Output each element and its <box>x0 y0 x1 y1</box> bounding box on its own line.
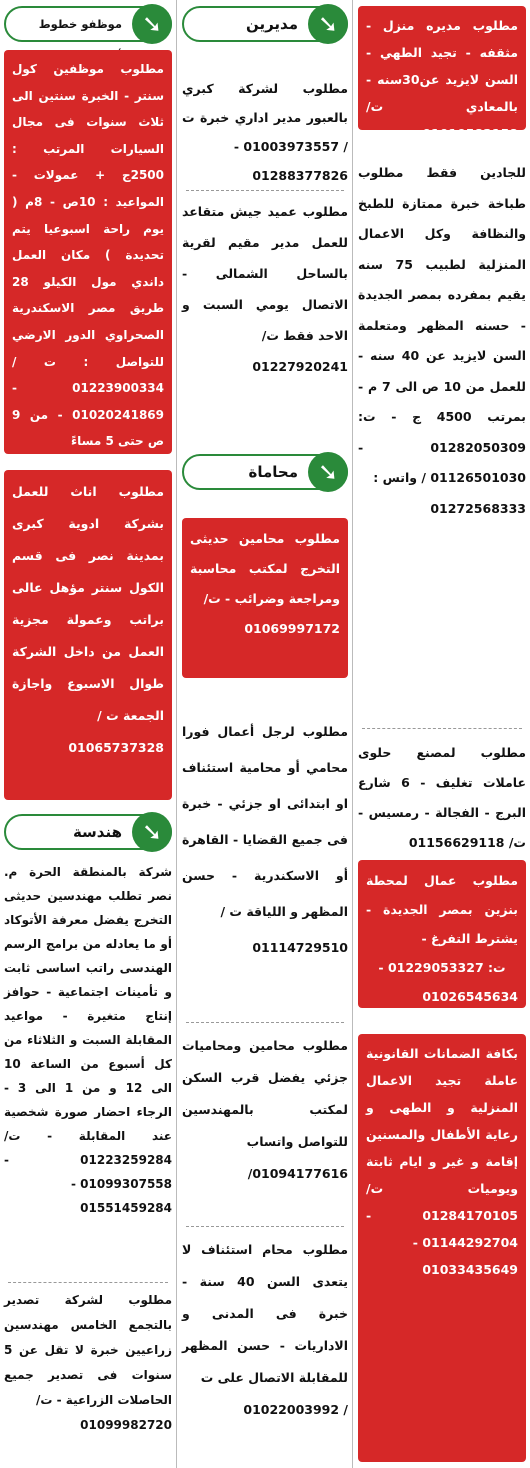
ad-army-manager: مطلوب عميد جيش متقاعد للعمل مدير مقيم لقرية بالساحل الشمالى - الاتصال يومي السبت و الاحد فقط ت/ 01227920241 <box>182 204 348 374</box>
column-divider <box>352 0 353 1468</box>
ad-lawyers-mohandessin: مطلوب محامين ومحاميات جزئي يفضل قرب السكن لمكتب بالمهندسين للتواصل واتساب 01094177616/ <box>182 1038 348 1181</box>
arrow-icon: ➘ <box>308 4 348 44</box>
arrow-icon: ➘ <box>132 4 172 44</box>
ad-agri-engineers: مطلوب لشركة تصدير بالتجمع الخامس مهندسين زراعيين خبرة لا تقل عن 5 سنوات فى تصدير جميع الحاصلات الزراعية - ت/ 01099982720 <box>4 1293 172 1432</box>
ad-house-manager: مطلوب مديره منزل - مثقفه - تجيد الطهي - السن لايزيد عن30سنه - بالمعادي ت/ 01010582158 <box>358 6 526 130</box>
ad-sweets-factory: مطلوب لمصنع حلوى عاملات تغليف - 6 شارع البرج - الفجالة - رمسيس - ت/ 01156629118 <box>358 745 527 850</box>
section-header-lawyers: ➘ محاماة <box>182 454 348 490</box>
ad-business-lawyer: مطلوب لرجل أعمال فورا محامي أو محامية استئناف او ابتدائى او جزئي - خبرة فى جميع القضايا - القاهرة أو الاسكندرية - حسن المظهر و اللياقة ت / 01114729510 <box>182 724 348 955</box>
ad-cook: للجادين فقط مطلوب طباخة خبرة ممتازة للطبخ والنظافة وكل الاعمال المنزلية لطبيب 75 سنه يقيم بمفرده بمصر الجديدة - حسنه المظهر ومتعلمة السن لايزيد عن 40 سنه - للعمل من 10 ص الى 7 م - بمرتب 4500 ج - ت: 01282050309 - 01126501030 / واتس : 01272568333 <box>358 165 527 516</box>
ad-admin-manager: مطلوب لشركة كبري بالعبور مدير اداري خبرة ت / 01003973557 - 01288377826 <box>182 81 348 183</box>
section-header-engineering: ➘ هندسة <box>4 814 172 850</box>
ad-separator <box>186 1022 344 1023</box>
ad-appeal-lawyer: مطلوب محام استئناف لا يتعدى السن 40 سنة - خبرة فى المدنى و الاداريات - حسن المظهر للمقابلة الاتصال على ت / 01022003992 <box>182 1242 348 1417</box>
arrow-icon: ➘ <box>132 812 172 852</box>
ad-pharma-call-center: مطلوب اناث للعمل بشركة ادوية كبرى بمدينة نصر فى قسم الكول سنتر مؤهل عالى براتب وعمولة مجزية العمل من داخل الشركة طوال الاسبوع واجازة الجمعة ت / 01065737328 <box>4 470 172 800</box>
arrow-icon: ➘ <box>308 452 348 492</box>
column-middle <box>178 0 352 1468</box>
ad-separator <box>362 728 522 729</box>
ad-accounting-lawyers: مطلوب محامين حديثى التخرج لمكتب محاسبة ومراجعة وضرائب - ت/ 01069997172 <box>182 518 348 678</box>
ad-separator <box>186 1226 344 1227</box>
column-divider <box>176 0 177 1468</box>
ad-call-center-cars: مطلوب موظفين كول سنتر - الخبرة سنتين الى ثلاث سنوات فى مجال السيارات المرتب : 2500ج + عمولات - المواعيد : 10ص - 8م ( يوم راحة اسبوعيا يتم تحديدة ) مكان العمل داندي مول الكيلو 28 طريق مصر الاسكندرية الصحراوي الدور الارضي للتواصل : ت / 01223900334 - 01020241869 - من 9 ص حتى 5 مساءً <box>4 50 172 454</box>
ad-gas-station: مطلوب عمال لمحطة بنزين بمصر الجديدة - يشترط التفرغ - ت: 01229053327 - 01026545634 <box>358 860 526 1008</box>
ad-domestic-worker: بكافة الضمانات القانونية عاملة تجيد الاعمال المنزلية و الطهى و رعاية الأطفال والمسنين إقامة و غير و ايام ثابتة ويوميات ت/ 01284170105 - 01144292704 - 01033435649 <box>358 1034 526 1462</box>
ad-separator <box>186 190 344 191</box>
column-left <box>0 0 176 1468</box>
column-right <box>354 0 530 1468</box>
ad-engineers-free-zone: شركة بالمنطقة الحرة م. نصر تطلب مهندسين حديثى التخرج يفضل معرفة الأتوكاد أو ما يعادله من برامج الرسم الهندسى راتب اساسى ثابت و تأمينات اجتماعية - حوافز إنتاج متغيرة - مواعيد المقابلة السبت و الثلاثاء من كل أسبوع من الساعة 10 الى 12 و من 1 الى 3 - الرجاء احضار صورة شخصية عند المقابلة - ت/ 01223259284 - 01099307558 - 01551459284 <box>4 865 172 1215</box>
section-header-front-line: ➘ موظفو خطوط <box>4 6 172 42</box>
section-header-managers: ➘ مديرين <box>182 6 348 42</box>
ad-separator <box>8 1282 168 1283</box>
